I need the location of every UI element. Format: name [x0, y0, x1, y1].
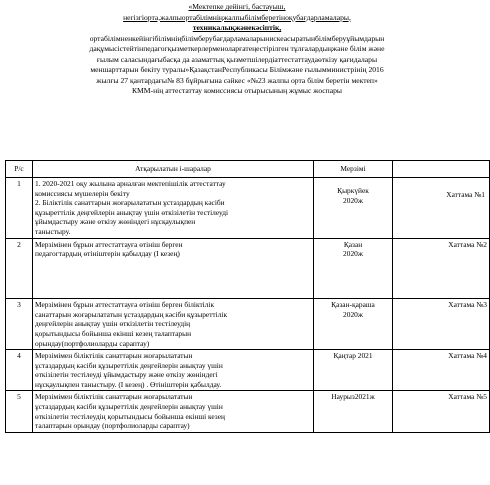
header-line: ортабілімненкейінгібілімніңбілімберубағдарламаларынискеасыратынбілімберуұйымдарын [89, 33, 385, 43]
deadline-cell [314, 178, 393, 239]
table-row [6, 299, 490, 350]
work-plan-table [5, 160, 490, 433]
document-header [4, 2, 470, 97]
activity-line: ұстаздардың кәсіби құзыреттілік деңгейлерін анықтау үшін [35, 360, 223, 370]
activity-cell [33, 350, 314, 391]
table-header-row [6, 161, 490, 178]
activity-line: орындау(портфолиоларды сараптау) [35, 338, 150, 348]
header-line: дақұмысістейтінпедагогқызметкерлерменоларғатеңестірілген тұлғалардыңжәне білім және [89, 44, 385, 53]
activity-line: ұстаздардың кәсіби құзыреттілік деңгейлерін анықтау үшін [35, 402, 223, 412]
row-number: 1 [6, 178, 33, 239]
deadline-cell [314, 350, 393, 391]
table-row [6, 238, 490, 299]
deadline-line: Наурыз2021ж [331, 392, 375, 402]
protocol-cell: Хаттама №2 [393, 238, 490, 299]
table-row [6, 391, 490, 432]
row-number: 4 [6, 350, 33, 391]
header-line: техникалықжәнекәсіптік, [192, 23, 282, 32]
activity-line: Мерзімімен біліктілік санаттарын жоғарылататын [35, 392, 193, 402]
activity-line: Мерзімінен бұрын аттестаттауға өтініш берген [35, 239, 183, 249]
activity-line: ұйымдастыру және өткізу жөніндегі нұсқаулықпен [35, 217, 196, 227]
row-number: 2 [6, 238, 33, 299]
column-header-deadline: Мерзімі [314, 161, 393, 178]
protocol-cell: Хаттама №3 [393, 299, 490, 350]
row-number: 5 [6, 391, 33, 432]
deadline-line: 2020ж [343, 195, 363, 205]
activity-line: нұсқаулықпен таныстыру. (І кезең) . Өтініштерін қабылдау. [35, 379, 222, 389]
protocol-cell: Хаттама №1 [393, 178, 490, 239]
activity-line: комиссиясы мүшелерін бекіту [35, 188, 130, 198]
activity-line: өткізілетін тестілеудің қорытындысы бойынша екінші кезең [35, 411, 225, 421]
row-number: 3 [6, 299, 33, 350]
activity-line: құзыреттілік деңгейлерін анықтау үшін өткізілетін тестілеуді [35, 207, 229, 217]
deadline-line: 2020ж [343, 309, 363, 319]
column-header-number: Р/с [6, 161, 33, 178]
activity-cell [33, 299, 314, 350]
header-line: КММ-нің аттестаттау комиссиясы отырысының жұмыс жоспары [131, 86, 343, 95]
header-line: ғылым саласындағыбасқа да азаматтық қызметшілердіаттестаттаудаөткізу қағидалары [96, 54, 378, 64]
activity-line: 2. Біліктілік санаттарын жоғарылататын ұстаздардың кәсіби [35, 198, 225, 208]
activity-line: 1. 2020-2021 оқу жылына арналған мектепішілік аттестаттау [35, 179, 226, 188]
activity-cell [33, 178, 314, 239]
deadline-line: Қыркүйек [337, 186, 369, 195]
column-header-activities: Атқарылатын і-шаралар [33, 161, 314, 178]
deadline-cell [314, 238, 393, 299]
activity-line: талаптарын орындау (портфолиоларды сараптау) [35, 421, 190, 431]
deadline-line: 2020ж [343, 249, 363, 259]
deadline-cell [314, 391, 393, 432]
activity-line: педагогтардың өтініштерін қабылдау (І кезең) [35, 249, 180, 259]
activity-line: Мерзімімен біліктілік санаттарын жоғарылататын [35, 351, 193, 361]
header-line: жылғы 27 қантардағы№ 83 бұйрығына сәйкес «№23 жалпы орта білім беретін мектеп» [96, 75, 378, 85]
activity-line: қорытындысы бойынша екінші кезең талаптарын [35, 328, 192, 338]
deadline-line: Қазан-қараша [331, 300, 375, 310]
deadline-cell [314, 299, 393, 350]
activity-line: Мерзімінен бұрын аттестаттауға өтініш берген біліктілік [35, 300, 215, 310]
header-line: меншарттарын бекіту туралы»ҚазақстанРеспубликасы Білімжәне ғылымминистрінің 2016 [90, 65, 384, 74]
table-row [6, 178, 490, 239]
activity-cell [33, 391, 314, 432]
activity-line: санаттарын жоғарылататын ұстаздардың кәсіби құзыреттілік [35, 309, 228, 319]
header-line: «Мектепке дейінгі, бастауыш, [188, 2, 286, 11]
activity-line: өткізілетін тестілеуді ұйымдастыру және өткізу жөніндегі [35, 370, 218, 380]
activity-line: таныстыру. [35, 226, 71, 236]
activity-line: деңгейлерін анықтау үшін өткізілетін тестілеудің [35, 319, 191, 329]
table-row [6, 350, 490, 391]
header-line: негізгіорта,жалпыортабілімніңжалпыбілімберетіноқубағдарламалары, [123, 12, 351, 22]
deadline-line: Қаңтар 2021 [333, 351, 373, 361]
protocol-cell: Хаттама №4 [393, 350, 490, 391]
activity-cell [33, 238, 314, 299]
deadline-line: Қазан [343, 239, 363, 249]
protocol-cell: Хаттама №5 [393, 391, 490, 432]
column-header-protocol [393, 161, 490, 178]
